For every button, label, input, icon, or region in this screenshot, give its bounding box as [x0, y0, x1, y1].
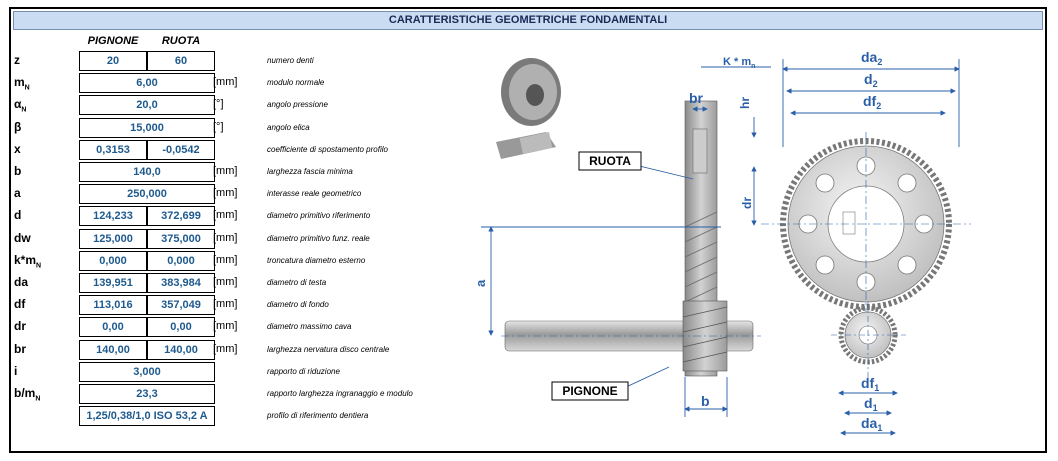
gear-value: 372,699: [147, 206, 215, 226]
param-description: rapporto di riduzione: [267, 366, 340, 376]
param-value: 6,00: [79, 73, 215, 93]
sheet-title: CARATTERISTICHE GEOMETRICHE FONDAMENTALI: [13, 11, 1043, 30]
param-symbol: dr: [14, 319, 26, 334]
param-value: 3,000: [79, 362, 215, 382]
param-description: larghezza fascia minima: [267, 167, 353, 176]
gear-value: 140,00: [147, 340, 215, 360]
param-symbol: x: [14, 141, 21, 156]
param-value: 140,0: [79, 162, 215, 182]
pinion-value: 125,000: [79, 229, 147, 249]
pinion-value: 0,000: [79, 251, 147, 271]
param-unit: [mm]: [213, 342, 238, 355]
param-symbol: da: [14, 275, 29, 289]
param-unit: [mm]: [213, 76, 238, 89]
d1-label: $d_1$: [864, 395, 878, 413]
da2-label: $da_2$: [861, 49, 883, 67]
param-description: angolo elica: [267, 122, 310, 132]
ruota-label: RUOTA: [589, 154, 631, 168]
gear-value: 357,049: [147, 295, 215, 315]
param-unit: [mm]: [213, 298, 238, 311]
param-description: diametro primitivo funz. reale: [267, 233, 370, 243]
pinion-value: 113,016: [79, 295, 147, 315]
b-label: b: [701, 393, 710, 409]
pignone-label: PIGNONE: [562, 384, 618, 398]
param-symbol: β: [14, 119, 22, 134]
param-description: troncatura diametro esterno: [267, 255, 366, 265]
param-symbol: i: [14, 363, 18, 378]
param-description: angolo pressione: [267, 100, 328, 110]
param-symbol: dw: [14, 230, 31, 245]
param-description: profilo di riferimento dentiera: [267, 411, 369, 421]
df1-label: $df_1$: [861, 375, 880, 393]
param-value: 15,000: [79, 118, 215, 138]
param-unit: [mm]: [213, 187, 238, 200]
param-unit: [mm]: [213, 231, 238, 244]
gear-drawing: [471, 37, 1051, 457]
param-symbol: br: [14, 341, 26, 356]
param-value: 250,000: [79, 184, 215, 204]
param-symbol: a: [14, 186, 21, 201]
param-description: larghezza nervatura disco centrale: [267, 344, 390, 354]
param-description: diametro di fondo: [267, 300, 329, 310]
param-symbol: df: [14, 297, 26, 312]
d2-label: $d_2$: [864, 71, 878, 89]
param-symbol: $k*m_N$: [14, 252, 42, 270]
param-description: modulo normale: [267, 78, 325, 88]
gear-diagram-svg: [471, 37, 1051, 452]
param-symbol: $\alpha_N$: [14, 97, 27, 114]
param-description: rapporto larghezza ingranaggio e modulo: [267, 389, 413, 398]
param-symbol: $m_N$: [14, 75, 30, 92]
pinion-front-view: [831, 302, 906, 382]
gear-value: 0,000: [147, 251, 215, 271]
param-description: diametro di testa: [267, 278, 327, 287]
br-label: br: [689, 90, 703, 106]
param-unit: [mm]: [213, 209, 238, 222]
gear-front-view: [761, 132, 971, 317]
gear-value: 375,000: [147, 229, 215, 249]
param-unit: [°]: [213, 120, 224, 133]
param-symbol: z: [14, 53, 20, 67]
pinion-shaft: [501, 301, 761, 371]
gear-value: 60: [147, 51, 215, 71]
da1-label: $da_1$: [861, 415, 883, 433]
k-factor-label: K * $m_n$: [723, 56, 756, 70]
gear-value: 383,984: [147, 273, 215, 293]
param-description: diametro massimo cava: [267, 322, 352, 332]
param-symbol: $b/m_N$: [14, 386, 41, 403]
header-gear: RUOTA: [161, 35, 201, 47]
sheet-frame: [9, 7, 1047, 453]
pinion-value: 20: [79, 51, 147, 71]
hr-label: hr: [738, 97, 752, 109]
param-value: 1,25/0,38/1,0 ISO 53,2 A: [79, 406, 215, 426]
pinion-value: 0,00: [79, 317, 147, 337]
param-symbol: d: [14, 208, 22, 223]
param-unit: [mm]: [213, 276, 238, 288]
gear-value: 0,00: [147, 317, 215, 337]
gear-pair-thumbnail: [496, 58, 561, 159]
param-value: 23,3: [79, 384, 215, 404]
param-unit: [mm]: [213, 165, 238, 177]
param-description: numero denti: [267, 56, 314, 65]
df2-label: $df_2$: [863, 93, 882, 111]
param-unit: [mm]: [213, 320, 238, 333]
param-unit: [°]: [213, 98, 224, 111]
param-description: diametro primitivo riferimento: [267, 211, 371, 221]
gear-value: -0,0542: [147, 140, 215, 160]
pinion-value: 124,233: [79, 206, 147, 226]
param-description: interasse reale geometrico: [267, 189, 362, 199]
header-pinion: PIGNONE: [87, 35, 139, 47]
param-description: coefficiente di spostamento profilo: [267, 144, 388, 154]
pinion-value: 140,00: [79, 340, 147, 360]
param-unit: [mm]: [213, 253, 238, 266]
dr-label: dr: [740, 197, 754, 209]
param-symbol: b: [14, 164, 22, 178]
pinion-value: 139,951: [79, 273, 147, 293]
param-value: 20,0: [79, 95, 215, 115]
a-label: a: [473, 279, 488, 287]
pinion-value: 0,3153: [79, 140, 147, 160]
